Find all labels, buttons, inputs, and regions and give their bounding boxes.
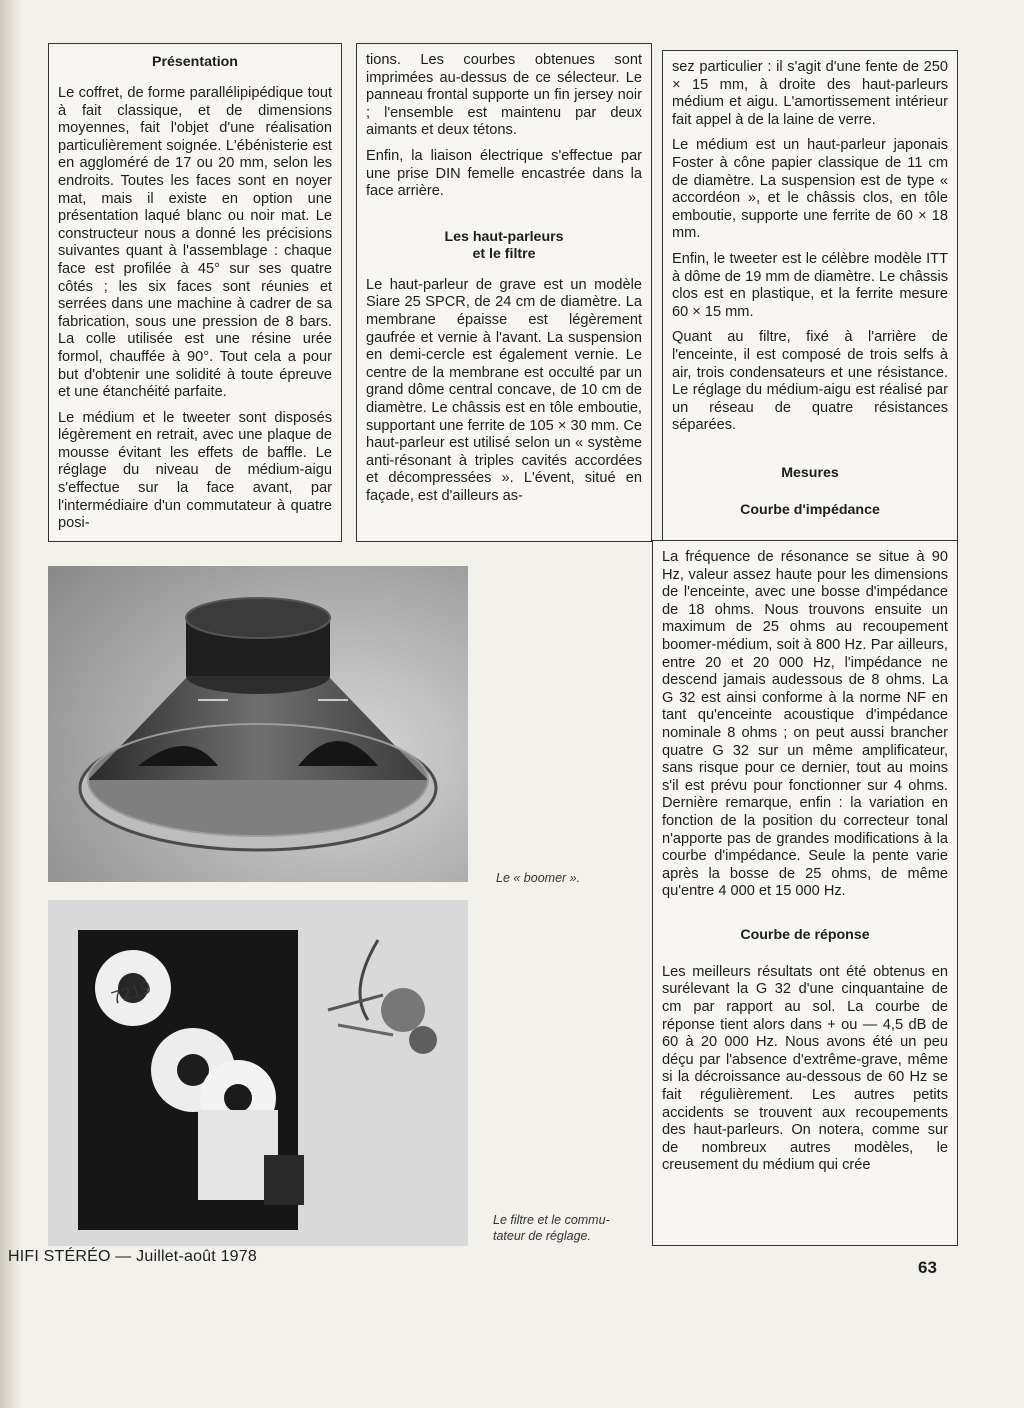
heading-haut-parleurs [366,229,642,263]
heading-line: Les haut-parleurs [444,228,564,245]
coil-label: 7219 [109,976,154,1009]
heading-mesures: Mesures [781,464,839,481]
paragraph: La fréquence de résonance se situe à 90 Hz, valeur assez haute pour les dimensions de l'enceinte, avec une bosse d'impédance de 18 ohms. Nous trouvons ensuite un maximum de 25 ohms au recoupement boomer-médium, soit à 800 Hz. Par ailleurs, entre 20 et 20 000 Hz, l'impédance ne descend jamais audessous de 8 ohms. La G 32 est ainsi conforme à la norme NF en tant qu'enceinte acoustique d'impédance nominale 8 ohms ; on peut aussi brancher quatre G 32 sur un même amplificateur, sans risque pour ce dernier, tout au moins s'il est prévu pour fonctionner sur 4 ohms. Dernière remarque, enfin : la variation en fonction de la position du correcteur tonal n'apporte pas de grandes modifications à la courbe d'impédance. Seule la pente varie après la bosse de 25 ohms, de même qu'entre 4 000 et 15 000 Hz. [662,549,948,900]
column-mesures [662,50,958,544]
boomer-speaker-image [48,566,468,882]
heading-courbe-reponse: Courbe de réponse [740,926,870,943]
paragraph: sez particulier : il s'agit d'une fente de 250 × 15 mm, à droite des haut-parleurs médium et aigu. L'amortissement intérieur fait appel à de la laine de verre. [672,59,948,128]
column-courbes [652,540,958,1246]
paragraph: Quant au filtre, fixé à l'arrière de l'enceinte, il est composé de trois selfs à air, trois condensateurs et une résistance. Le réglage du médium-aigu est réalisé par un réseau de quatre résistances séparées. [672,329,948,434]
paragraph: Enfin, le tweeter est le célèbre modèle ITT à dôme de 19 mm de diamètre. Le châssis clos est en plastique, et la ferrite mesure 60 × 15 mm. [672,250,948,320]
page-edge-shadow [0,0,22,1408]
caption-line: Le filtre et le commu- [493,1213,610,1227]
photo-boomer [48,566,468,882]
heading-line: et le filtre [472,245,536,262]
paragraph: Le médium et le tweeter sont disposés légèrement en retrait, avec une plaque de mousse évitant les effets de baffle. Le réglage du niveau de médium-aigu s'effectue sur la face avant, par l'intermédiaire d'un commutateur à quatre posi- [58,409,332,532]
column-presentation [48,43,342,542]
photo-filtre [48,900,468,1246]
paragraph: Les meilleurs résultats ont été obtenus en surélevant la G 32 d'une cinquantaine de cm par rapport au sol. La courbe de réponse tient alors dans + ou — 4,5 dB de 60 à 20 000 Hz. Nous avons été un peu déçu par l'absence d'extrême-grave, même si la décroissance au-dessous de 60 Hz se fait régulièrement. Les autres petits accidents se trouvent aux recoupements des haut-parleurs. On notera, comme sur de nombreux autres modèles, le creusement du médium qui crée [662,963,948,1174]
paragraph: tions. Les courbes obtenues sont imprimées au-dessus de ce sélecteur. Le panneau frontal supporte un fin jersey noir ; l'ensemble est maintenu par deux aimants et deux tétons. [366,52,642,139]
caption-boomer: Le « boomer ». [496,871,581,885]
filter-board-image [48,900,468,1246]
paragraph: Enfin, la liaison électrique s'effectue par une prise DIN femelle encastrée dans la face arrière. [366,147,642,200]
paragraph: Le coffret, de forme parallélipipédique tout à fait classique, et de dimensions moyennes, fait l'objet d'une réalisation particulièrement soignée. L'ébénisterie est en aggloméré de 17 ou 20 mm, selon les endroits. Toutes les faces sont en noyer mat, mais il existe en option une présentation laqué blanc ou noir mat. Le constructeur nous a donné les précisions suivantes quant à l'assemblage : chaque face est profilée à 45° sur ses quatre côtés ; les six faces sont réunies et serrées dans une machine à cadrer de sa fabrication, sous une pression de 8 bars. La colle utilisée est une résine urée formol, chauffée à 90°. Tout cela a pour but d'obtenir une solidité à toute épreuve et une étanchéité parfaite. [58,85,332,401]
caption-filtre [493,1212,610,1244]
paragraph: Le haut-parleur de grave est un modèle Siare 25 SPCR, de 24 cm de diamètre. La membrane épaisse est légèrement gaufrée et vernie à l'avant. La suspension en demi-cercle est également vernie. Le centre de la membrane est occulté par un grand dôme central concave, de 10 cm de diamètre. Le châssis est en tôle emboutie, supportant une ferrite de 105 × 30 mm. Ce haut-parleur est utilisé selon un « système anti-résonant à triples cavités accordées et décompressées ». L'évent, situé en façade, est d'ailleurs as- [366,276,642,504]
footer-magazine: HIFI STÉRÉO — Juillet-août 1978 [8,1248,257,1265]
caption-line: tateur de réglage. [493,1229,591,1243]
paragraph: Le médium est un haut-parleur japonais Foster à cône papier classique de 11 cm de diamètre. La suspension est de type « accordéon », et le châssis clos, en tôle emboutie, supporte une ferrite de 60 × 18 mm. [672,137,948,242]
heading-courbe-impedance: Courbe d'impédance [740,501,880,518]
heading-presentation: Présentation [152,54,238,70]
column-haut-parleurs [356,43,652,542]
page-number: 63 [918,1258,937,1277]
